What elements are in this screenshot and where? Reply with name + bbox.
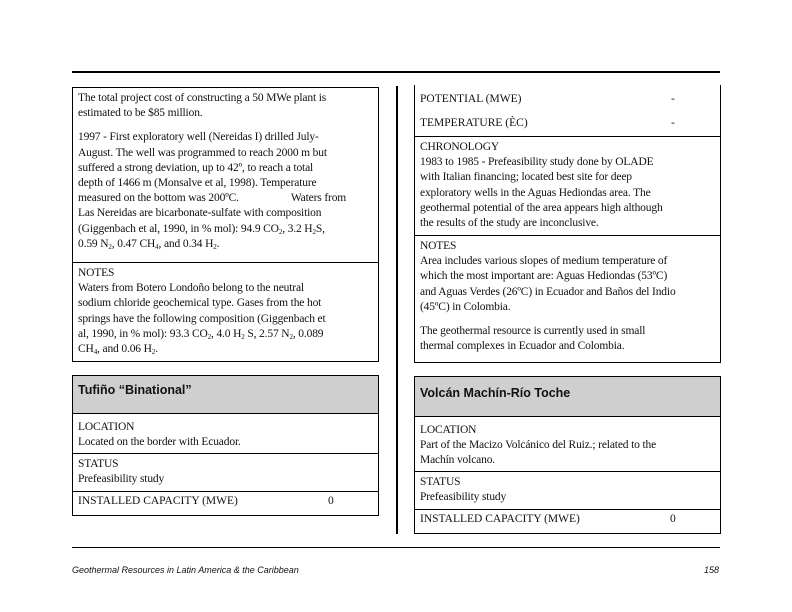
history-line: August. The well was programmed to reach 2000 m but [78,146,327,159]
status-text: Prefeasibility study [420,491,507,504]
status-section [73,453,378,491]
location-section [73,414,378,453]
potential-row [415,85,720,109]
history-line: depth of 1466 m (Monsalve et al, 1998). Temperature [78,177,317,190]
history-line: (Giggenbach et al, 1990, in % mol): 94.9 $CO_2$, 3.2 $H_2S$, [78,222,325,236]
notes-line: sodium chloride geochemical type. Gases from the hot [78,297,322,310]
left-info-box [72,87,379,362]
capacity-value: 0 [670,513,676,525]
notes-line: and Aguas Verdes (26ºC) in Ecuador and Baños del Indio [420,285,676,298]
installed-capacity-row [415,509,720,535]
history-line: 0.59 $N_2$, 0.47 $CH_4$, and 0.34 $H_2$. [78,237,220,251]
status-label: STATUS [420,476,461,488]
potential-label: POTENTIAL (MWE) [420,93,522,105]
bottom-rule [72,547,720,548]
temperature-row [415,112,720,136]
cost-line: The total project cost of constructing a 50 MWe plant is [78,92,327,104]
chronology-line: with Italian financing; located best site for deep [420,171,632,184]
notes-line: which the most important are: Aguas Hediondas (53ºC) [420,270,668,283]
installed-capacity-row [73,491,378,517]
history-line: measured on the bottom was 200ºC. Waters from [78,192,347,205]
history-line: Las Nereidas are bicarbonate-sulfate with composition [78,207,322,220]
notes-line: $CH_4$, and 0.06 $H_2$. [78,343,158,357]
column-divider [396,86,398,534]
chronology-line: geothermal potential of the area appears high although [420,201,663,214]
left-notes-section [73,262,378,361]
chronology-line: 1983 to 1985 - Prefeasibility study done by OLADE [420,156,654,169]
right-info-box [414,85,721,363]
notes-title: NOTES [420,240,457,252]
capacity-label: INSTALLED CAPACITY (MWE) [420,513,580,525]
location-text: Located on the border with Ecuador. [78,436,241,449]
capacity-value: 0 [328,495,334,507]
site-header-machin: Volcán Machín-Río Toche [414,376,721,417]
notes-line: Waters from Botero Londoño belong to the neutral [78,282,304,295]
status-section [415,471,720,509]
chronology-line: the results of the study are inconclusive. [420,217,599,230]
top-rule [72,71,720,73]
notes-line: Area includes various slopes of medium temperature of [420,255,668,268]
location-line: Part of the Macizo Volcánico del Ruiz.; related to the [420,439,657,452]
right-site-box [414,416,721,534]
capacity-label: INSTALLED CAPACITY (MWE) [78,495,238,507]
cost-line: estimated to be $85 million. [78,107,203,120]
notes-line: springs have the following composition (Giggenbach et [78,312,326,325]
potential-value: - [671,93,675,105]
status-label: STATUS [78,458,119,470]
chronology-section [415,136,720,235]
page-number: 158 [704,565,720,575]
cost-section [73,88,378,262]
history-line: suffered a strong deviation, up to 42º, to reach a total [78,161,314,174]
history-line: 1997 - First exploratory well (Nereidas I) drilled July- [78,131,319,144]
status-text: Prefeasibility study [78,473,165,486]
location-section [415,417,720,471]
chronology-title: CHRONOLOGY [420,141,500,153]
right-notes-section [415,235,720,362]
site-header-tufino: Tufiño “Binational” [72,375,379,414]
notes-line: thermal complexes in Ecuador and Colombia. [420,340,625,353]
location-line: Machín volcano. [420,454,496,467]
location-label: LOCATION [78,421,135,433]
chronology-line: exploratory wells in the Aguas Hediondas area. The [420,186,651,199]
location-label: LOCATION [420,424,477,436]
notes-line: (45ºC) in Colombia. [420,300,511,313]
temperature-label: TEMPERATURE (ÈC) [420,117,528,129]
temperature-value: - [671,117,675,129]
footer-title: Geothermal Resources in Latin America & the Caribbean [72,565,299,575]
left-site-box [72,413,379,516]
notes-line: al, 1990, in % mol): 93.3 $CO_2$, 4.0 $H_2$ S, 2.57 $N_2$, 0.089 [78,327,324,341]
notes-line: The geothermal resource is currently used in small [420,325,646,338]
notes-title: NOTES [78,267,115,279]
